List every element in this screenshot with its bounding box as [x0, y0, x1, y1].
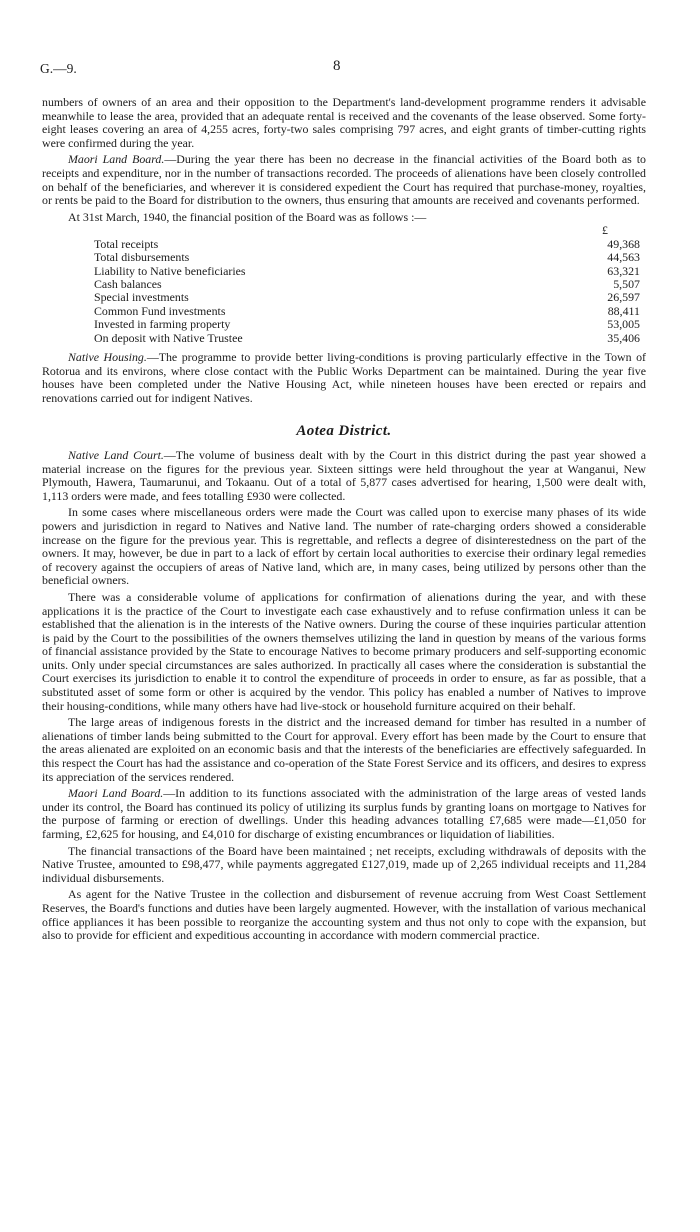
native-housing-paragraph — [42, 351, 646, 405]
finance-row-value: 88,411 — [607, 303, 640, 318]
finance-row-value: 49,368 — [607, 236, 640, 251]
finance-table — [70, 224, 640, 345]
aotea-board-heading: Maori Land Board. — [68, 786, 164, 801]
finance-row-value: 35,406 — [607, 330, 640, 345]
maori-land-board-heading: Maori Land Board. — [68, 152, 165, 167]
forests-paragraph: The large areas of indigenous forests in the district and the increased demand for timber has resulted in a number of alienations of timber lands being submitted to the Court for approval. Every effort has been made by the Court to ensure that the areas alienated are exploited on an economic basis and that the interests of the beneficiaries are effectively safeguarded. In this respect the Court has had the assistance and co-operation of the State Forest Service and its officers, and desires to express its appreciation of the services rendered. — [42, 715, 646, 784]
maori-land-board-paragraph — [42, 153, 646, 207]
finance-row-value: 53,005 — [607, 317, 640, 332]
finance-row — [70, 238, 640, 251]
section-title: Aotea District. — [296, 423, 392, 440]
native-land-court-heading: Native Land Court. — [68, 447, 164, 462]
finance-row-label: Cash balances — [94, 276, 162, 291]
report-reference: G.—9. — [40, 61, 77, 76]
native-trustee-agent-paragraph: As agent for the Native Trustee in the collection and disbursement of revenue accruing from West Coast Settlement Reserves, the Board's functions and duties have been largely augmented. However, with the installation of various mechanical office appliances it has been possible to reorganize the accounting system and thus not only to cope with the expansion, but also to provide for efficient and expeditious accounting in accordance with modern commercial practice. — [42, 887, 646, 943]
finance-row — [70, 251, 640, 264]
page-body — [42, 96, 646, 946]
finance-currency-row — [70, 224, 640, 237]
finance-row-label: Common Fund investments — [94, 303, 226, 318]
finance-row-label: On deposit with Native Trustee — [94, 330, 243, 345]
finance-row — [70, 291, 640, 304]
finance-row — [70, 318, 640, 331]
finance-row — [70, 278, 640, 291]
aotea-board-text: —In addition to its functions associated with the administration of the large areas of vested lands under its control, the Board has continued its policy of utilizing its surplus funds by granting loans on mortgage to Natives for the purpose of farming or erection of dwellings. Under this heading advances totalling £7,685 were made—£1,050 for farming, £2,625 for housing, and £4,010 for discharge of existing encumbrances or liquidation of liabilities. — [42, 786, 646, 841]
native-housing-text: —The programme to provide better living-conditions is proving particularly effective in the Town of Rotorua and its environs, where close contact with the Public Works Department can be maintained. During the year five houses have been completed under the Native Housing Act, while nineteen houses have been erected or repairs and renovations carried out for indigent Natives. — [42, 350, 646, 405]
finance-row — [70, 305, 640, 318]
native-land-court-text: —The volume of business dealt with by the Court in this district during the past year showed a material increase on the figures for the previous year. Sixteen sittings were held throughout the year at Wanganui, New Plymouth, Hawera, Taumarunui, and Tokaanu. Out of a total of 5,877 cases advertised for hearing, 1,500 were dealt with, 1,113 orders were made, and fees totalling £930 were collected. — [42, 447, 646, 503]
finance-row-value: 26,597 — [607, 290, 640, 305]
confirmation-paragraph: There was a considerable volume of applications for confirmation of alienations during the year, and with these applications it is the practice of the Court to investigate each case exhaustively and to refuse confirmation unless it can be established that the alienation is in the interests of the Native owners. During the course of these inquiries particular attention is paid by the Court to the possibilities of the owners themselves utilizing the land in question by means of the various forms of financial assistance provided by the State to encourage Natives to become primary producers and self-supporting economic units. Only under special circumstances are sales authorized. In practically all cases where the consideration is substantial the Court exercises its jurisdiction to enable it to control the expenditure of proceeds in order to ensure, as far as possible, that a substituted asset of some form or other is acquired by the vendor. This policy has enabled a number of Natives to improve their housing-conditions, while many others have had live-stock or household furniture acquired on their behalf. — [42, 589, 646, 713]
aotea-board-paragraph — [42, 787, 646, 841]
intro-paragraph: numbers of owners of an area and their opposition to the Department's land-development programme renders it advisable meanwhile to lease the area, provided that an adequate rental is received and the covenants of the lease observed. Some forty-eight leases covering an area of 4,255 acres, forty-two sales comprising 797 acres, and eight grants of timber-cutting rights were confirmed during the year. — [42, 95, 646, 150]
finance-row-value: 44,563 — [607, 250, 640, 265]
finance-row — [70, 265, 640, 278]
finance-row-label: Liability to Native beneficiaries — [94, 263, 246, 278]
miscellaneous-orders-paragraph: In some cases where miscellaneous orders were made the Court was called upon to exercise many phases of its wide powers and jurisdiction in regard to Natives and Native land. The number of rate-charging orders showed a considerable increase on the figure for the previous year. This is regrettable, and reflects a degree of disinterestedness on the part of the owners. It may, however, be due in part to a lack of effort by certain local authorities to exercise their ordinary legal remedies of recovery against the occupiers of areas of Native land, which are, in many cases, being utilized by persons other than the beneficial owners. — [42, 505, 646, 588]
finance-row-value: 63,321 — [607, 263, 640, 278]
finance-row-label: Total disbursements — [94, 250, 190, 265]
finance-intro: At 31st March, 1940, the financial position of the Board was as follows :— — [68, 209, 427, 224]
native-housing-heading: Native Housing. — [68, 350, 147, 364]
finance-row — [70, 332, 640, 345]
finance-row-label: Special investments — [94, 290, 189, 305]
currency-symbol: £ — [602, 223, 608, 238]
page-number: 8 — [333, 58, 341, 74]
finance-row-label: Invested in farming property — [94, 317, 231, 332]
native-land-court-paragraph — [42, 449, 646, 503]
finance-row-label: Total receipts — [94, 236, 159, 251]
maori-land-board-text: —During the year there has been no decrease in the financial activities of the Board both as to receipts and expenditure, nor in the number of transactions recorded. The proceeds of alienations have been closely controlled on behalf of the beneficiaries, and wherever it is considered expedient the Court has required that purchase-money, royalties, or rents be paid to the Board for distribution to the owners, thus ensuring that amounts are received and covenants performed. — [42, 152, 646, 208]
finance-row-value: 5,507 — [613, 276, 640, 291]
financial-transactions-paragraph: The financial transactions of the Board have been maintained ; net receipts, excluding withdrawals of deposits with the Native Trustee, amounted to £98,477, while payments aggregated £127,019, made up of 2,265 individual receipts and 11,284 individual disbursements. — [42, 843, 646, 885]
